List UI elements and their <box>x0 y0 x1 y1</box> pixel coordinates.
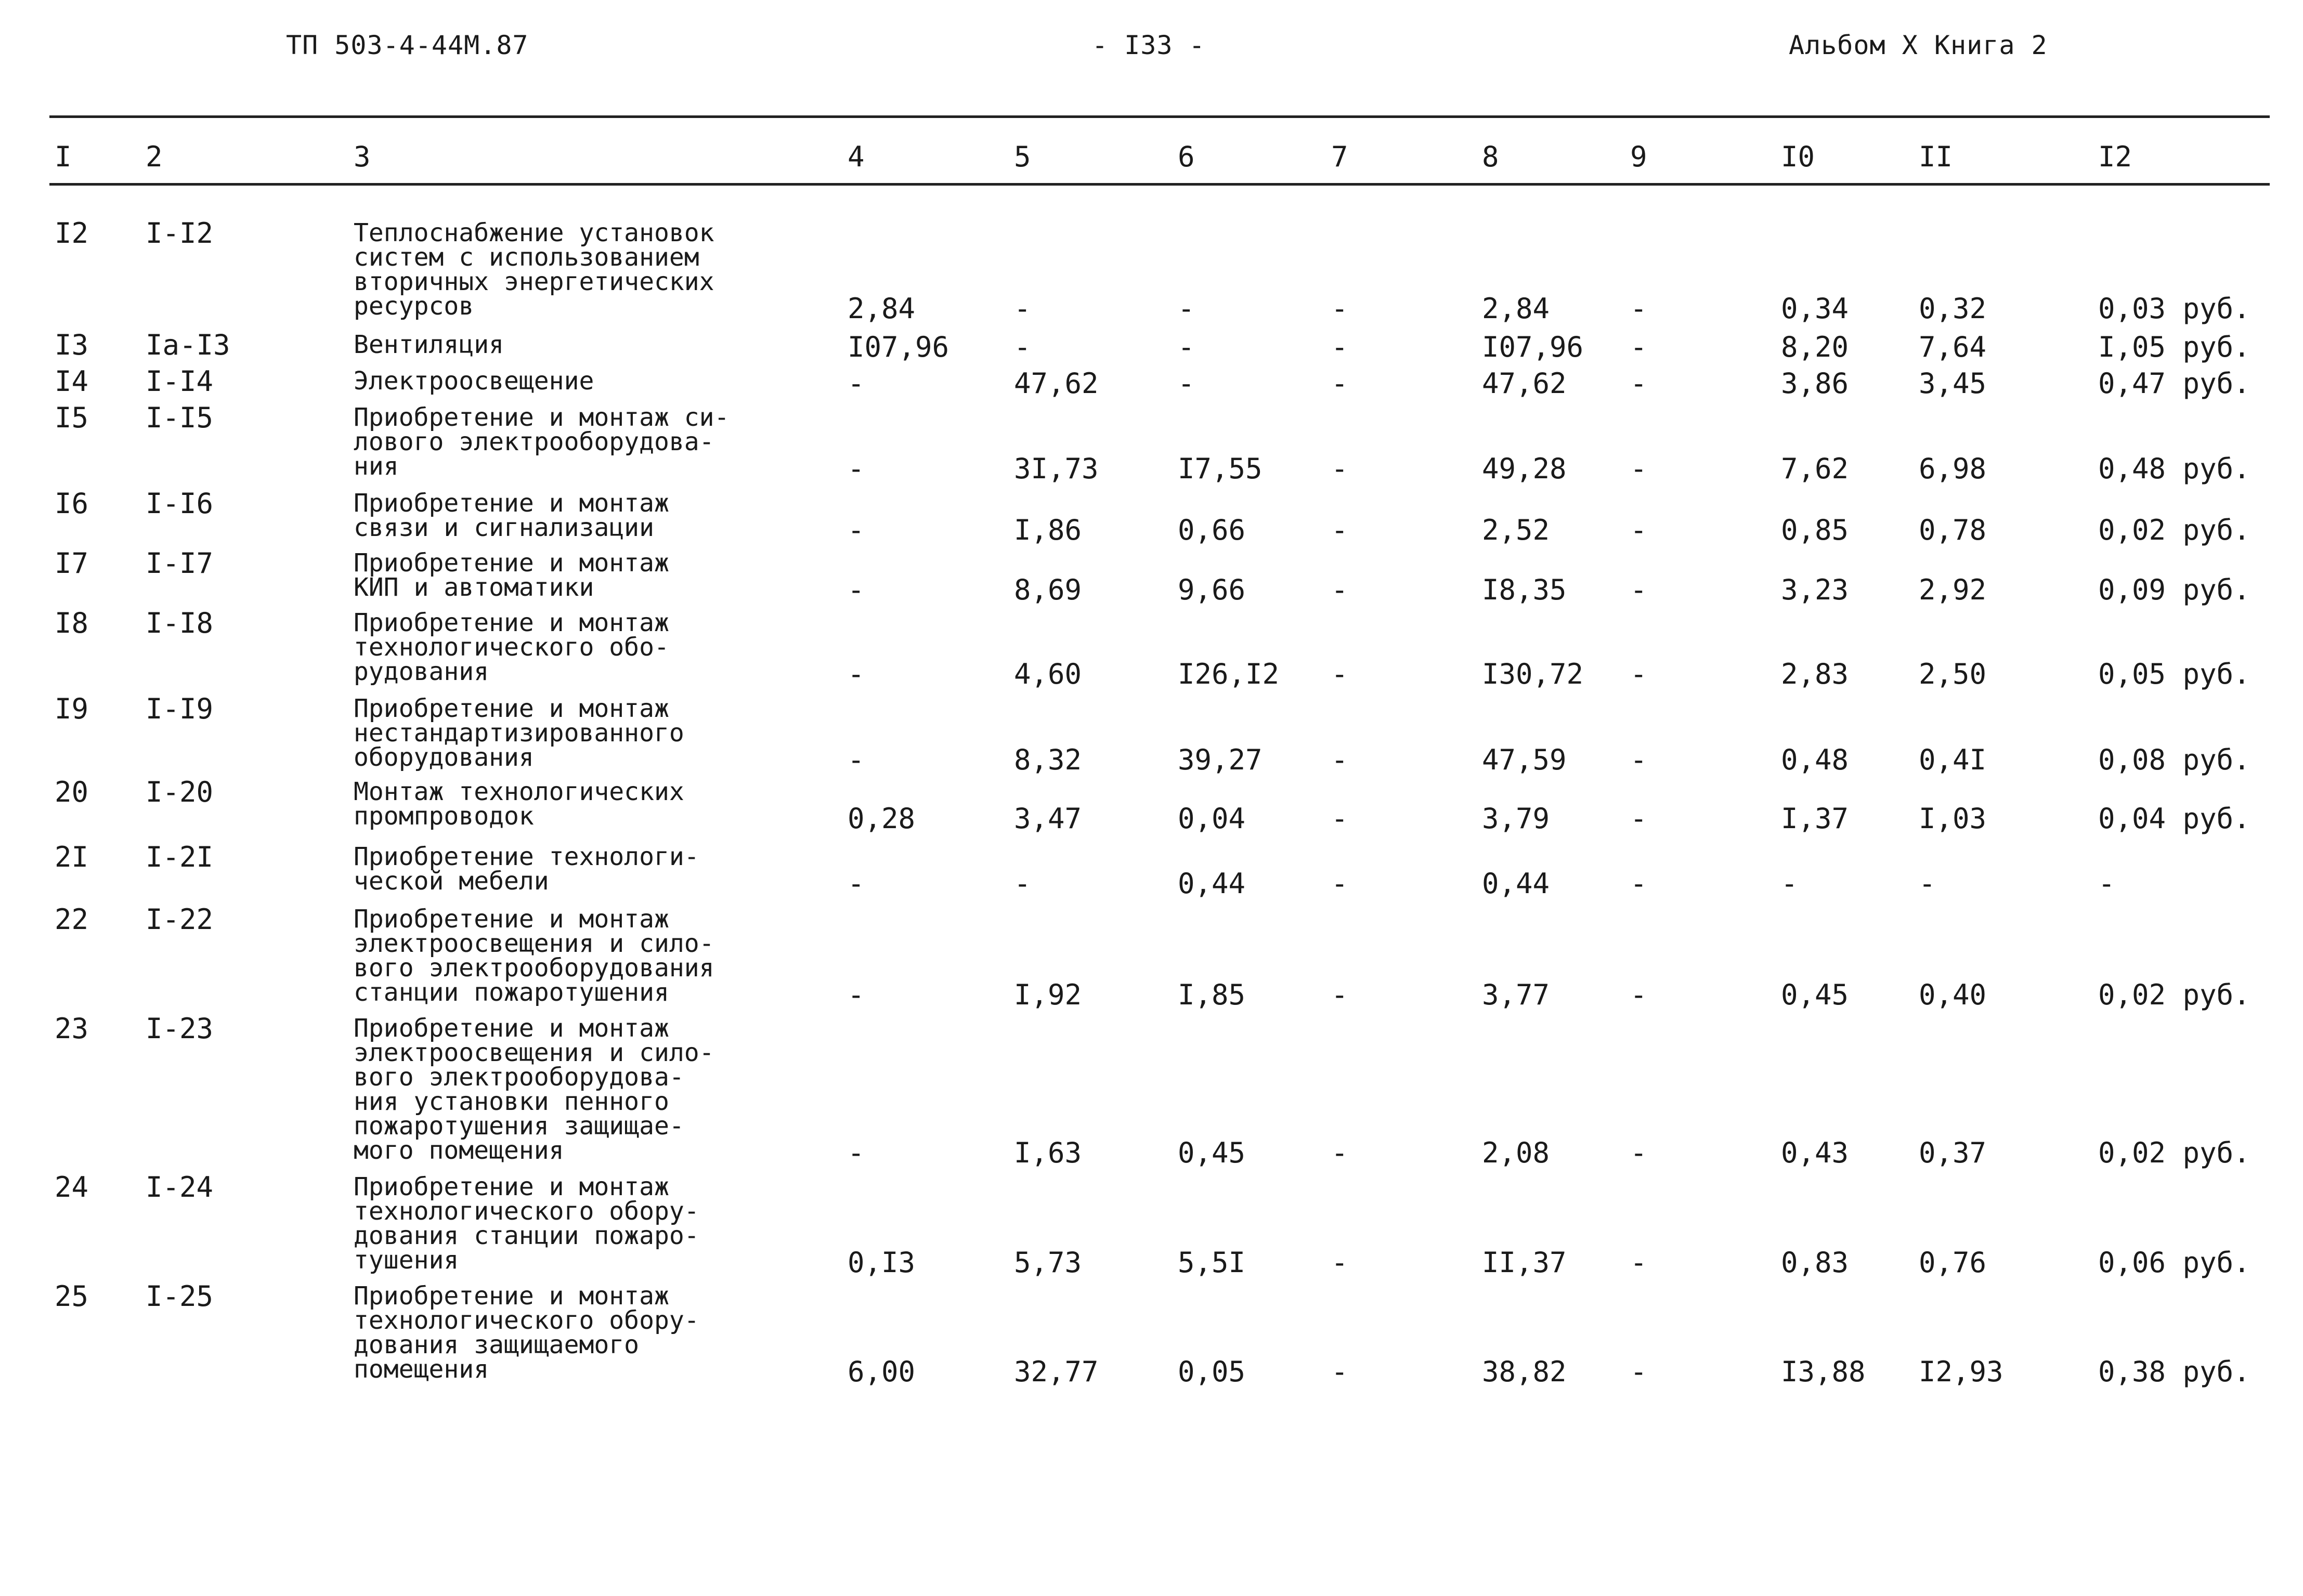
row-number: I7 <box>55 547 89 580</box>
cell-col-5: - <box>1014 292 1031 325</box>
column-header-2: 2 <box>146 140 163 173</box>
cell-col-10: 0,85 <box>1781 514 1849 546</box>
cell-col-11: 0,37 <box>1919 1136 1987 1169</box>
cell-col-4: 2,84 <box>848 292 916 325</box>
column-header-12: I2 <box>2098 140 2132 173</box>
row-description-line: станции пожаротушения <box>354 978 669 1007</box>
row-description-line: Приобретение и монтаж <box>354 608 669 637</box>
cell-col-12: 0,02 руб. <box>2098 1136 2250 1169</box>
cell-col-5: - <box>1014 867 1031 900</box>
cell-col-4: - <box>848 743 865 776</box>
row-description-line: технологического обо- <box>354 633 669 662</box>
cell-col-10: 7,62 <box>1781 452 1849 485</box>
cell-col-5: 4,60 <box>1014 658 1082 690</box>
column-header-6: 6 <box>1178 140 1195 173</box>
row-description-line: ния <box>354 452 399 481</box>
row-description-line: промпроводок <box>354 802 534 831</box>
row-description-line: вторичных энергетических <box>354 267 714 296</box>
cell-col-7: - <box>1331 514 1348 546</box>
cell-col-9: - <box>1630 802 1647 835</box>
cell-col-6: I26,I2 <box>1178 658 1280 690</box>
cell-col-8: I30,72 <box>1482 658 1584 690</box>
cell-col-10: 0,45 <box>1781 978 1849 1011</box>
cell-col-7: - <box>1331 1355 1348 1388</box>
column-header-4: 4 <box>848 140 865 173</box>
cell-col-12: 0,03 руб. <box>2098 292 2250 325</box>
cell-col-5: 8,32 <box>1014 743 1082 776</box>
document-code: ТП 503-4-44М.87 <box>286 30 529 60</box>
cell-col-9: - <box>1630 514 1647 546</box>
cell-col-12: 0,47 руб. <box>2098 367 2250 400</box>
row-code: I-I6 <box>146 487 214 520</box>
cell-col-5: 32,77 <box>1014 1355 1099 1388</box>
cell-col-10: 0,48 <box>1781 743 1849 776</box>
column-header-9: 9 <box>1630 140 1647 173</box>
row-description-line: дования защищаемого <box>354 1330 640 1359</box>
cell-col-6: I,85 <box>1178 978 1246 1011</box>
cell-col-4: I07,96 <box>848 331 949 363</box>
row-number: I9 <box>55 692 89 725</box>
cell-col-7: - <box>1331 573 1348 606</box>
cell-col-11: 0,78 <box>1919 514 1987 546</box>
row-description-line: Теплоснабжение установок <box>354 218 714 247</box>
row-code: I-I4 <box>146 365 214 398</box>
row-code: I-I2 <box>146 217 214 250</box>
row-number: I5 <box>55 401 89 434</box>
row-description-line: Приобретение и монтаж <box>354 548 669 578</box>
cell-col-9: - <box>1630 292 1647 325</box>
cell-col-4: - <box>848 978 865 1011</box>
cell-col-6: 0,44 <box>1178 867 1246 900</box>
row-description-line: ресурсов <box>354 292 474 321</box>
cell-col-5: 47,62 <box>1014 367 1099 400</box>
row-description-line: дования станции пожаро- <box>354 1221 699 1250</box>
row-description-line: Монтаж технологических <box>354 777 684 806</box>
cell-col-12: 0,48 руб. <box>2098 452 2250 485</box>
cell-col-8: II,37 <box>1482 1246 1567 1279</box>
cell-col-6: 0,45 <box>1178 1136 1246 1169</box>
cell-col-10: - <box>1781 867 1798 900</box>
cell-col-6: - <box>1178 331 1195 363</box>
row-description-line: технологического обору- <box>354 1197 699 1226</box>
cell-col-12: 0,06 руб. <box>2098 1246 2250 1279</box>
cell-col-5: - <box>1014 331 1031 363</box>
row-number: I6 <box>55 487 89 520</box>
table-top-rule <box>49 115 2270 118</box>
row-description-line: КИП и автоматики <box>354 573 594 602</box>
row-description-line: мого помещения <box>354 1136 564 1165</box>
cell-col-11: 0,40 <box>1919 978 1987 1011</box>
cell-col-5: 3,47 <box>1014 802 1082 835</box>
cell-col-10: 3,23 <box>1781 573 1849 606</box>
cell-col-9: - <box>1630 367 1647 400</box>
row-description-line: Приобретение и монтаж <box>354 1172 669 1201</box>
cell-col-4: - <box>848 1136 865 1169</box>
cell-col-10: 3,86 <box>1781 367 1849 400</box>
cell-col-11: 7,64 <box>1919 331 1987 363</box>
column-header-1: I <box>55 140 72 173</box>
cell-col-9: - <box>1630 978 1647 1011</box>
cell-col-12: 0,08 руб. <box>2098 743 2250 776</box>
cell-col-9: - <box>1630 743 1647 776</box>
cell-col-12: 0,05 руб. <box>2098 658 2250 690</box>
cell-col-9: - <box>1630 658 1647 690</box>
cell-col-11: 0,76 <box>1919 1246 1987 1279</box>
row-description-line: вого электрооборудова- <box>354 1063 684 1092</box>
row-code: I-23 <box>146 1012 214 1045</box>
cell-col-12: - <box>2098 867 2115 900</box>
cell-col-11: 3,45 <box>1919 367 1987 400</box>
row-number: I3 <box>55 329 89 361</box>
cell-col-7: - <box>1331 658 1348 690</box>
cell-col-12: 0,02 руб. <box>2098 514 2250 546</box>
row-description-line: технологического обору- <box>354 1306 699 1335</box>
row-description-line: тушения <box>354 1246 459 1275</box>
cell-col-8: 49,28 <box>1482 452 1567 485</box>
cell-col-9: - <box>1630 331 1647 363</box>
cell-col-5: 8,69 <box>1014 573 1082 606</box>
row-description-line: пожаротушения защищае- <box>354 1111 684 1141</box>
cell-col-7: - <box>1331 292 1348 325</box>
cell-col-6: - <box>1178 292 1195 325</box>
cell-col-9: - <box>1630 867 1647 900</box>
cell-col-9: - <box>1630 1355 1647 1388</box>
row-description-line: ния установки пенного <box>354 1087 669 1116</box>
cell-col-8: 3,79 <box>1482 802 1550 835</box>
row-description-line: ческой мебели <box>354 867 549 896</box>
cell-col-11: 0,4I <box>1919 743 1987 776</box>
row-number: 20 <box>55 776 89 808</box>
cell-col-11: I,03 <box>1919 802 1987 835</box>
cell-col-8: 2,08 <box>1482 1136 1550 1169</box>
row-description-line: вого электрооборудования <box>354 953 714 983</box>
cell-col-8: 2,52 <box>1482 514 1550 546</box>
column-header-7: 7 <box>1331 140 1348 173</box>
row-description-line: Электроосвещение <box>354 367 594 396</box>
cell-col-4: 0,I3 <box>848 1246 916 1279</box>
row-description-line: оборудования <box>354 743 534 772</box>
cell-col-8: 3,77 <box>1482 978 1550 1011</box>
cell-col-7: - <box>1331 452 1348 485</box>
row-code: I-25 <box>146 1280 214 1313</box>
cell-col-11: 6,98 <box>1919 452 1987 485</box>
row-code: I-I8 <box>146 607 214 639</box>
cell-col-10: 2,83 <box>1781 658 1849 690</box>
row-description-line: лового электрооборудова- <box>354 427 714 456</box>
cell-col-12: I,05 руб. <box>2098 331 2250 363</box>
row-code: I-20 <box>146 776 214 808</box>
row-number: 22 <box>55 903 89 936</box>
cell-col-7: - <box>1331 867 1348 900</box>
cell-col-12: 0,02 руб. <box>2098 978 2250 1011</box>
row-number: I4 <box>55 365 89 398</box>
cell-col-10: 0,43 <box>1781 1136 1849 1169</box>
row-description-line: систем с использованием <box>354 243 699 272</box>
column-header-3: 3 <box>354 140 371 173</box>
cell-col-5: 3I,73 <box>1014 452 1099 485</box>
row-description-line: электроосвещения и сило- <box>354 929 714 958</box>
album-label: Альбом X Книга 2 <box>1789 30 2048 60</box>
column-header-8: 8 <box>1482 140 1499 173</box>
row-number: I8 <box>55 607 89 639</box>
cell-col-4: - <box>848 452 865 485</box>
row-description-line: Вентиляция <box>354 330 504 359</box>
cell-col-7: - <box>1331 1246 1348 1279</box>
row-description-line: Приобретение технологи- <box>354 842 699 871</box>
cell-col-5: I,86 <box>1014 514 1082 546</box>
cell-col-7: - <box>1331 1136 1348 1169</box>
row-code: I-I7 <box>146 547 214 580</box>
cell-col-8: 0,44 <box>1482 867 1550 900</box>
cell-col-4: - <box>848 573 865 606</box>
row-description-line: помещения <box>354 1355 489 1384</box>
table-header-rule <box>49 183 2270 186</box>
row-description-line: Приобретение и монтаж <box>354 905 669 934</box>
cell-col-7: - <box>1331 743 1348 776</box>
cell-col-8: I07,96 <box>1482 331 1584 363</box>
cell-col-6: 0,05 <box>1178 1355 1246 1388</box>
cell-col-7: - <box>1331 802 1348 835</box>
row-code: I-I9 <box>146 692 214 725</box>
cell-col-8: 47,62 <box>1482 367 1567 400</box>
row-number: 24 <box>55 1171 89 1203</box>
row-code: I-I5 <box>146 401 214 434</box>
row-description-line: связи и сигнализации <box>354 513 654 542</box>
cell-col-10: I3,88 <box>1781 1355 1866 1388</box>
cell-col-6: 5,5I <box>1178 1246 1246 1279</box>
cell-col-6: 39,27 <box>1178 743 1263 776</box>
cell-col-10: 0,34 <box>1781 292 1849 325</box>
column-header-11: II <box>1919 140 1953 173</box>
cell-col-4: - <box>848 658 865 690</box>
row-description-line: Приобретение и монтаж си- <box>354 403 730 432</box>
cell-col-4: - <box>848 867 865 900</box>
cell-col-10: 0,83 <box>1781 1246 1849 1279</box>
cell-col-10: I,37 <box>1781 802 1849 835</box>
row-description-line: Приобретение и монтаж <box>354 1281 669 1311</box>
row-description-line: Приобретение и монтаж <box>354 489 669 518</box>
cell-col-6: I7,55 <box>1178 452 1263 485</box>
row-code: I-22 <box>146 903 214 936</box>
row-description-line: Приобретение и монтаж <box>354 694 669 723</box>
cell-col-6: 9,66 <box>1178 573 1246 606</box>
cell-col-4: 6,00 <box>848 1355 916 1388</box>
row-number: 2I <box>55 841 89 873</box>
cell-col-9: - <box>1630 573 1647 606</box>
row-code: I-24 <box>146 1171 214 1203</box>
cell-col-5: 5,73 <box>1014 1246 1082 1279</box>
cell-col-7: - <box>1331 331 1348 363</box>
cell-col-12: 0,09 руб. <box>2098 573 2250 606</box>
cell-col-4: - <box>848 367 865 400</box>
cell-col-9: - <box>1630 452 1647 485</box>
cell-col-11: 0,32 <box>1919 292 1987 325</box>
row-number: 23 <box>55 1012 89 1045</box>
cell-col-8: I8,35 <box>1482 573 1567 606</box>
cell-col-6: 0,04 <box>1178 802 1246 835</box>
row-description-line: нестандартизированного <box>354 718 684 748</box>
cell-col-5: I,92 <box>1014 978 1082 1011</box>
row-description-line: рудования <box>354 657 489 686</box>
cell-col-9: - <box>1630 1246 1647 1279</box>
column-header-10: I0 <box>1781 140 1815 173</box>
cell-col-12: 0,04 руб. <box>2098 802 2250 835</box>
page-number: - I33 - <box>1092 30 1205 60</box>
cell-col-8: 38,82 <box>1482 1355 1567 1388</box>
cell-col-4: 0,28 <box>848 802 916 835</box>
cell-col-7: - <box>1331 367 1348 400</box>
row-code: I-2I <box>146 841 214 873</box>
row-number: 25 <box>55 1280 89 1313</box>
cell-col-11: I2,93 <box>1919 1355 2003 1388</box>
cell-col-9: - <box>1630 1136 1647 1169</box>
cell-col-4: - <box>848 514 865 546</box>
row-description-line: Приобретение и монтаж <box>354 1014 669 1043</box>
column-header-5: 5 <box>1014 140 1031 173</box>
row-code: Iа-I3 <box>146 329 230 361</box>
cell-col-11: 2,50 <box>1919 658 1987 690</box>
cell-col-5: I,63 <box>1014 1136 1082 1169</box>
cell-col-11: 2,92 <box>1919 573 1987 606</box>
cell-col-7: - <box>1331 978 1348 1011</box>
cell-col-10: 8,20 <box>1781 331 1849 363</box>
cell-col-11: - <box>1919 867 1936 900</box>
cell-col-8: 47,59 <box>1482 743 1567 776</box>
cell-col-6: - <box>1178 367 1195 400</box>
row-number: I2 <box>55 217 89 250</box>
cell-col-12: 0,38 руб. <box>2098 1355 2250 1388</box>
cell-col-8: 2,84 <box>1482 292 1550 325</box>
cell-col-6: 0,66 <box>1178 514 1246 546</box>
row-description-line: электроосвещения и сило- <box>354 1038 714 1067</box>
